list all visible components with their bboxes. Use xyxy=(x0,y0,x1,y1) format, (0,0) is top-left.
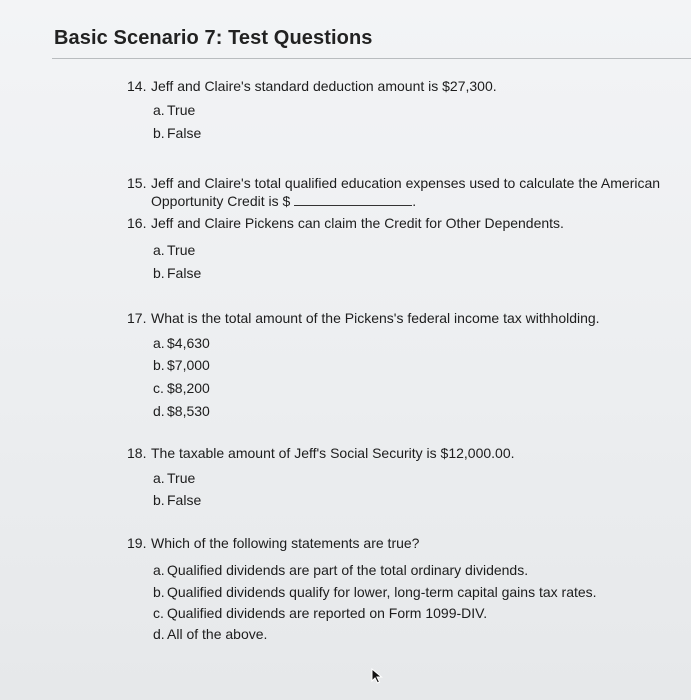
option-text: Qualified dividends are part of the total ordinary dividends. xyxy=(167,562,529,578)
option-letter: a. xyxy=(153,335,165,351)
question-text: What is the total amount of the Pickens's federal income tax withholding. xyxy=(151,310,600,326)
option-text: Qualified dividends are reported on Form 1099-DIV. xyxy=(167,605,488,621)
question-text: Jeff and Claire's total qualified education expenses used to calculate the American xyxy=(151,175,661,191)
option-text: True xyxy=(167,102,196,118)
option-text: False xyxy=(167,125,202,141)
option-letter: b. xyxy=(153,357,165,373)
question-text: Jeff and Claire's standard deduction amount is $27,300. xyxy=(151,78,497,94)
option-text: $7,000 xyxy=(167,357,210,373)
question-17 xyxy=(127,310,600,327)
option-text: $8,200 xyxy=(167,380,210,396)
option-letter: a. xyxy=(153,242,165,258)
option-text: All of the above. xyxy=(167,626,268,642)
option-letter: d. xyxy=(153,403,165,419)
option-letter: a. xyxy=(153,470,165,486)
question-19 xyxy=(127,535,419,552)
question-18 xyxy=(127,445,515,462)
question-18-option-a[interactable] xyxy=(153,470,195,487)
option-letter: b. xyxy=(153,492,165,508)
mouse-pointer-icon xyxy=(371,668,383,684)
question-16 xyxy=(127,215,564,232)
question-number: 16. xyxy=(127,215,147,231)
question-16-option-b[interactable] xyxy=(153,265,201,282)
question-19-option-c[interactable] xyxy=(153,605,487,622)
title-divider xyxy=(52,58,691,59)
question-text: Which of the following statements are true? xyxy=(151,535,420,551)
option-letter: c. xyxy=(153,605,164,621)
page-title: Basic Scenario 7: Test Questions xyxy=(54,27,373,49)
question-text: Jeff and Claire Pickens can claim the Credit for Other Dependents. xyxy=(151,215,564,231)
option-letter: a. xyxy=(153,102,165,118)
option-text: $8,530 xyxy=(167,403,210,419)
question-14-option-b[interactable] xyxy=(153,125,201,142)
question-number: 15. xyxy=(127,175,147,191)
question-14-option-a[interactable] xyxy=(153,102,195,119)
option-letter: b. xyxy=(153,584,165,600)
question-18-option-b[interactable] xyxy=(153,492,201,509)
question-number: 17. xyxy=(127,310,147,326)
option-text: Qualified dividends qualify for lower, long-term capital gains tax rates. xyxy=(167,584,597,600)
question-17-option-b[interactable] xyxy=(153,357,210,374)
question-number: 18. xyxy=(127,445,147,461)
question-number: 14. xyxy=(127,78,147,94)
option-text: True xyxy=(167,470,196,486)
option-letter: b. xyxy=(153,125,165,141)
question-text: The taxable amount of Jeff's Social Security is $12,000.00. xyxy=(151,445,515,461)
option-letter: c. xyxy=(153,380,164,396)
question-17-option-c[interactable] xyxy=(153,380,210,397)
question-17-option-d[interactable] xyxy=(153,403,210,420)
option-text: False xyxy=(167,492,202,508)
question-19-option-a[interactable] xyxy=(153,562,528,579)
question-number: 19. xyxy=(127,535,147,551)
question-15 xyxy=(127,175,660,210)
option-letter: a. xyxy=(153,562,165,578)
option-letter: d. xyxy=(153,626,165,642)
option-text: $4,630 xyxy=(167,335,210,351)
question-text-continued: Opportunity Credit is $ . xyxy=(151,193,417,209)
question-14 xyxy=(127,78,497,95)
option-text: True xyxy=(167,242,196,258)
option-text: False xyxy=(167,265,202,281)
question-19-option-b[interactable] xyxy=(153,584,597,601)
answer-blank[interactable] xyxy=(294,192,412,206)
question-16-option-a[interactable] xyxy=(153,242,195,259)
option-letter: b. xyxy=(153,265,165,281)
question-17-option-a[interactable] xyxy=(153,335,210,352)
question-19-option-d[interactable] xyxy=(153,626,267,643)
